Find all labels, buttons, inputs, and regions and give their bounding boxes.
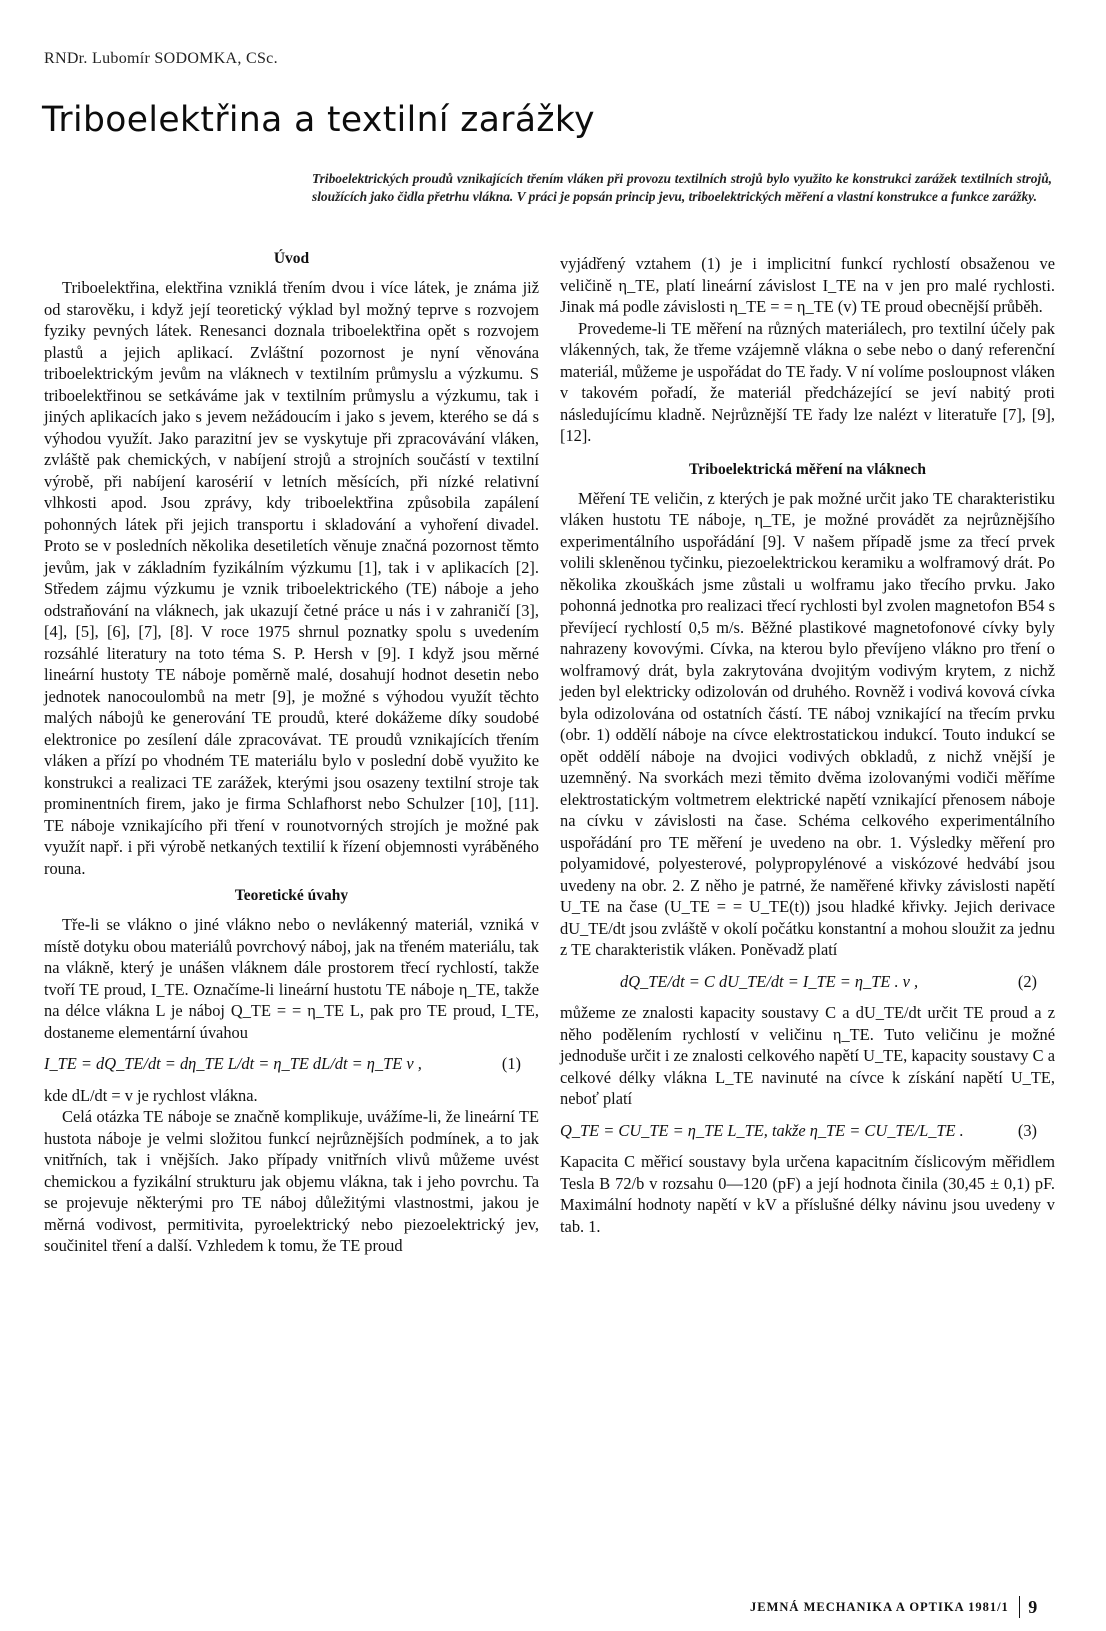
intro-paragraph: Triboelektřina, elektřina vzniklá třením dvou i více látek, je známa již od starověku, i když její teoretický výklad byl možný teprve s rozvojem fyziky pevných látek. Renesanci doznala triboelektřina opět s rozvojem plastů a jejich aplikací. Zvláštní pozornost je nyní věnována triboelektrickým jevům na vláknech v textilním průmyslu a výzkumu. S triboelektřinou se setkáváme jak v textilním průmyslu a výzkumu, tak i jiných aplikacích jako s jevem nežádoucím i jako s jevem, kterého se dá s výhodou využít. Jako parazitní jev se vyskytuje při zpracovávání vláken, zvláště pak chemických, v nabíjení strojů a strojních součástí v textilní výrobě, při nabíjení karosérií v letních měsících, při nízké relativní vlhkosti apod. Jsou zprávy, kdy triboelektřina způsobila zapálení pohonných látek při jejich transportu i skladování a vyhoření divadel. Proto se v posledních několika desetiletích věnuje značná pozornost těmto jevům, jak v základním fyzikálním výzkumu [1], tak i v aplikacích [2]. Středem zájmu výzkumu je vznik triboelektrického (TE) náboje a jeho odstraňování na vláknech, jak ukazují četné práce u nás i v zahraničí [3], [4], [5], [6], [7], [8]. V roce 1975 shrnul poznatky spolu s uvedením rozsáhlé literatury na toto téma S. P. Hersh v [9]. I když jsou měrné lineární hustoty TE náboje poměrně malé, dosahují hodnot desetin nebo jednotek nanocoulombů na metr [9], je možné s výhodou využít těchto malých nábojů ke generování TE proudů, které dokážeme díky soudobé elektronice po zesílení dále zpracovávat. TE proudů vznikajících třením vláken a přízí po vhodném TE materiálu bylo v poslední době využito ke konstrukci a realizaci TE zarážek, kterými jsou osazeny textilní stroje tak prominentních firem, jako je firma Schlafhorst nebo Schulzer [10], [11]. TE náboje vznikajícího při tření v rounotvorných strojích je možné pak využít např. i při výrobě netkaných textilií k řízení objemnosti vyráběného rouna. bbox=[44, 278, 539, 878]
equation-1-number: (1) bbox=[501, 1054, 521, 1073]
right-paragraph-1: vyjádřený vztahem (1) je i implicitní funkcí rychlostí obsaženou ve veličině η_TE, platí lineární závislost I_TE na v jen pro malé rychlosti. Jinak má podle závislosti η_TE = = η_TE (v) TE proud obecnější průběh. bbox=[560, 254, 1055, 316]
right-column bbox=[560, 253, 1055, 1237]
journal-name: JEMNÁ MECHANIKA A OPTIKA 1981/1 bbox=[750, 1599, 1009, 1614]
equation-3 bbox=[560, 1120, 1055, 1142]
equation-1 bbox=[44, 1053, 539, 1075]
equation-2-number: (2) bbox=[1017, 971, 1037, 991]
footer-divider bbox=[1019, 1596, 1021, 1618]
measurements-paragraph-2: můžeme ze znalosti kapacity soustavy C a dU_TE/dt určit TE proud a z něho podělením rychlostí v veličinu η_TE. Tuto veličinu je možné jednoduše určit i ze znalosti celkového napětí U_TE, kapacity soustavy C a celkové délky vlákna L_TE navinuté na cívce k získání napětí U_TE, neboť platí bbox=[560, 1003, 1055, 1108]
page-footer bbox=[750, 1596, 1038, 1618]
section-heading-measurements: Triboelektrická měření na vláknech bbox=[689, 460, 926, 478]
left-column bbox=[44, 248, 539, 1257]
equation-2 bbox=[560, 971, 1055, 993]
section-heading-theory: Teoretické úvahy bbox=[234, 887, 349, 904]
equation-1-expression: I_TE = dQ_TE/dt = dη_TE L/dt = η_TE dL/dt = η_TE v , bbox=[44, 1054, 422, 1073]
abstract: Triboelektrických proudů vznikajících třením vláken při provozu textilních strojů bylo využito ke konstrukci zarážek textilních strojů, sloužících jako čidla přetrhu vlákna. V práci je popsán princip jevu, triboelektrických měření a vlastní konstrukce a funkce zarážky. bbox=[312, 171, 1052, 204]
author-line: RNDr. Lubomír SODOMKA, CSc. bbox=[44, 50, 278, 67]
theory-paragraph-3: Celá otázka TE náboje se značně komplikuje, uvážíme-li, že lineární TE hustota náboje je velmi složitou funkcí nejrůznějších podmínek, a to jak vnitřních, tak i vnějších. Jako případy vnitřních vlivů můžeme uvést chemickou a fyzikální strukturu jak objemu vlákna, tak i jeho povrchu. Ta se projevuje některými pro TE náboj důležitými vlastnostmi, jakou je měrná vodivost, permitivita, pyroelektrický nebo piezoelektrický jev, součinitel tření a další. Vzhledem k tomu, že TE proud bbox=[44, 1107, 539, 1255]
measurements-paragraph: Měření TE veličin, z kterých je pak možné určit jako TE charakteristiku vláken hustotu TE náboje, η_TE, je možné provádět za nejrůznějšího experimentálního uspořádání [9]. V našem případě jsme za třecí prvek volili skleněnou tyčinku, piezoelektrickou keramiku a wolframový drát. Po několika zkouškách jsme zůstali u wolframu jako třecího prvku. Jako pohonná jednotka pro realizaci třecí rychlosti byl zvolen magnetofon B54 s převíjecí rychlostí 0,5 m/s. Běžné plastikové magnetofonové cívky byly nahrazeny kovovými. Cívka, na kterou bylo převíjeno vlákno pro tření o wolframový drát, byla zakrytována dvojitým vodivým krytem, z nichž jeden byl elektricky odizolován od druhého. Rovněž i vodivá kovová cívka byla odizolována od ostatních částí. TE náboj vznikající na třecím prvku (obr. 1) oddělí náboje na cívce elektrostatickou indukcí. Touto indukcí se opět oddělí náboje na dvojici vodivých obkladů, z nichž vnější je uzemněný. Na svorkách mezi těmito dvěma izolovanými vodiči měříme elektrostatickým voltmetrem elektrické napětí vznikající přenosem náboje na cívku v závislosti na čase. Schéma celkového experimentálního uspořádání pro TE měření je uvedeno na obr. 1. Výsledky měření pro polyamidové, polyesterové, polypropylénové a viskózové hedvábí jsou uvedeny na obr. 2. Z něho je patrné, že naměřené křivky závislosti napětí U_TE na čase (U_TE = = U_TE(t)) jsou hladké křivky. Jejich derivace dU_TE/dt jsou zvláště v okolí počátku konstantní a mohou sloužit za jednu z TE charakteristik vláken. Poněvadž platí bbox=[560, 488, 1055, 959]
theory-paragraph-2: kde dL/dt = v je rychlost vlákna. bbox=[44, 1085, 258, 1105]
section-heading-intro: Úvod bbox=[273, 250, 310, 267]
right-paragraph-2: Provedeme-li TE měření na různých materiálech, pro textilní účely pak vlákenných, tak, že třeme vzájemně vlákna o sebe nebo o daný referenční materiál, můžeme je uspořádat do TE řady. V ní volíme posloupnost vláken v takovém pořadí, že materiál předcházející se jeví nabitý proti následujícímu kladně. Nejrůznější TE řady lze nalézt v literatuře [7], [9], [12]. bbox=[560, 318, 1055, 445]
measurements-paragraph-3: Kapacita C měřicí soustavy byla určena kapacitním číslicovým měřidlem Tesla B 72/b v rozsahu 0—120 (pF) a její hodnota činila (30,45 ± 0,1) pF. Maximální hodnoty napětí v kV a příslušné délky návinu jsou uvedeny v tab. 1. bbox=[560, 1152, 1055, 1236]
theory-paragraph-1: Tře-li se vlákno o jiné vlákno nebo o nevlákenný materiál, vzniká v místě dotyku obou materiálů povrchový náboj, jak na třeném materiálu, tak na vlákně, který je unášen vláknem dále prostorem třecí rychlostí, takže tvoří TE proud, I_TE. Označíme-li lineární hustotu TE náboje η_TE, takže na délce vlákna L je náboj Q_TE = = η_TE L, pak pro TE proud, I_TE, dostaneme elementární úvahou bbox=[44, 915, 539, 1042]
article-title: Triboelektřina a textilní zarážky bbox=[42, 100, 595, 140]
equation-3-number: (3) bbox=[1017, 1120, 1037, 1140]
page-number: 9 bbox=[1028, 1596, 1039, 1617]
equation-3-expression: Q_TE = CU_TE = η_TE L_TE, takže η_TE = CU_TE/L_TE . bbox=[560, 1120, 964, 1140]
equation-2-expression: dQ_TE/dt = C dU_TE/dt = I_TE = η_TE . v , bbox=[620, 971, 919, 991]
